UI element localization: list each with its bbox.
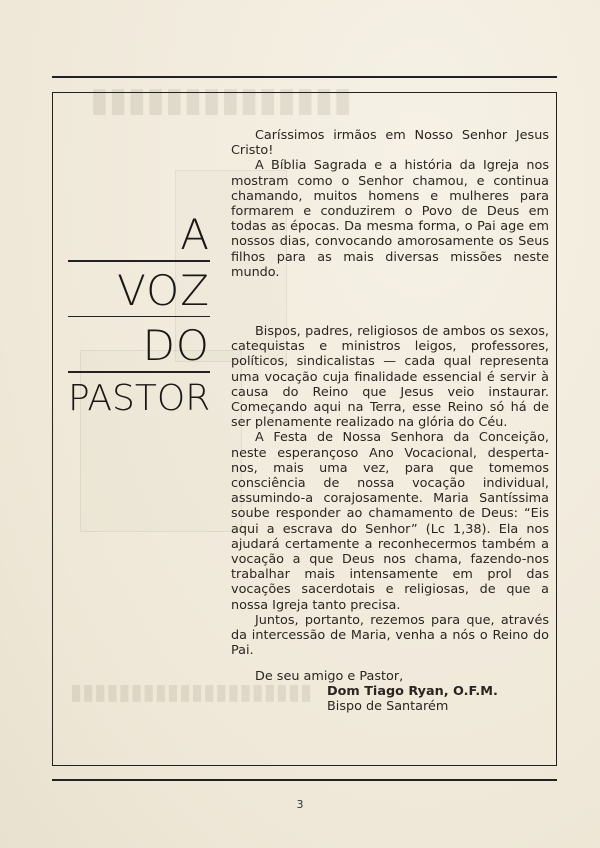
letter-salutation: Caríssimos irmãos em Nosso Senhor Jesus Cristo! (231, 128, 549, 159)
page-number: 3 (296, 798, 304, 811)
title-word-voz: VOZ (117, 265, 210, 315)
letter-paragraph: Bispos, padres, religiosos de ambos os sexos, catequistas e ministros leigos, professores, políticos, sindicalistas — cada qual representa uma vocação cuja finalidade essencial é servir à causa do Reino que Jesus veio instaurar. Começando aqui na Terra, esse Reino só há de ser plenamente realizado na glória do Céu. (231, 324, 549, 431)
letter-paragraph: A Bíblia Sagrada e a história da Igreja nos mostram como o Senhor chamou, e continua chamando, muitos homens e mulheres para formarem e conduzirem o Povo de Deus em todas as épocas. Da mesma forma, o Pai age em nossos dias, convocando amorosamente os Seus filhos para as mais diversas missões neste mundo. (231, 158, 549, 280)
bleed-through-banner: ▮▮▮▮▮▮▮▮▮▮▮▮▮▮▮▮▮▮▮▮ (70, 680, 313, 705)
paragraph-gap (231, 280, 549, 324)
letter-paragraph: A Festa de Nossa Senhora da Conceição, neste esperançoso Ano Vocacional, desperta-nos, mais uma vez, para que tomemos consciência de nossa vocação individual, assumindo-a corajosamente. Maria Santíssima soube responder ao chamamento de Deus: “Eis aqui a escrava do Senhor” (Lc 1,38). Ela nos ajudará certamente a reconhecermos também a vocação a que Deus nos chama, fazendo-nos trabalhar mais intensamente em prol das vocações sacerdotais e religiosas, de que a nossa Igreja tanto precisa. (231, 430, 549, 613)
bottom-rule (52, 779, 557, 781)
top-rule (52, 76, 557, 78)
title-word-pastor: PASTOR (68, 377, 211, 419)
signatory-name: Dom Tiago Ryan, O.F.M. (327, 683, 498, 699)
article-title (68, 210, 211, 419)
title-divider (68, 371, 210, 373)
letter-body (231, 128, 549, 714)
bleed-through-heading: ▮▮▮▮▮▮▮▮▮▮▮▮▮▮ (90, 80, 352, 120)
title-word-a: A (180, 210, 210, 259)
signatory-role: Bispo de Santarém (327, 698, 449, 714)
title-word-do: DO (142, 321, 210, 370)
title-divider (68, 260, 210, 262)
signature-block (231, 669, 549, 715)
title-divider (68, 316, 210, 318)
letter-paragraph: Juntos, portanto, rezemos para que, através da intercessão de Maria, venha a nós o Reino do Pai. (231, 612, 549, 659)
closing-line: De seu amigo e Pastor, (255, 668, 404, 684)
